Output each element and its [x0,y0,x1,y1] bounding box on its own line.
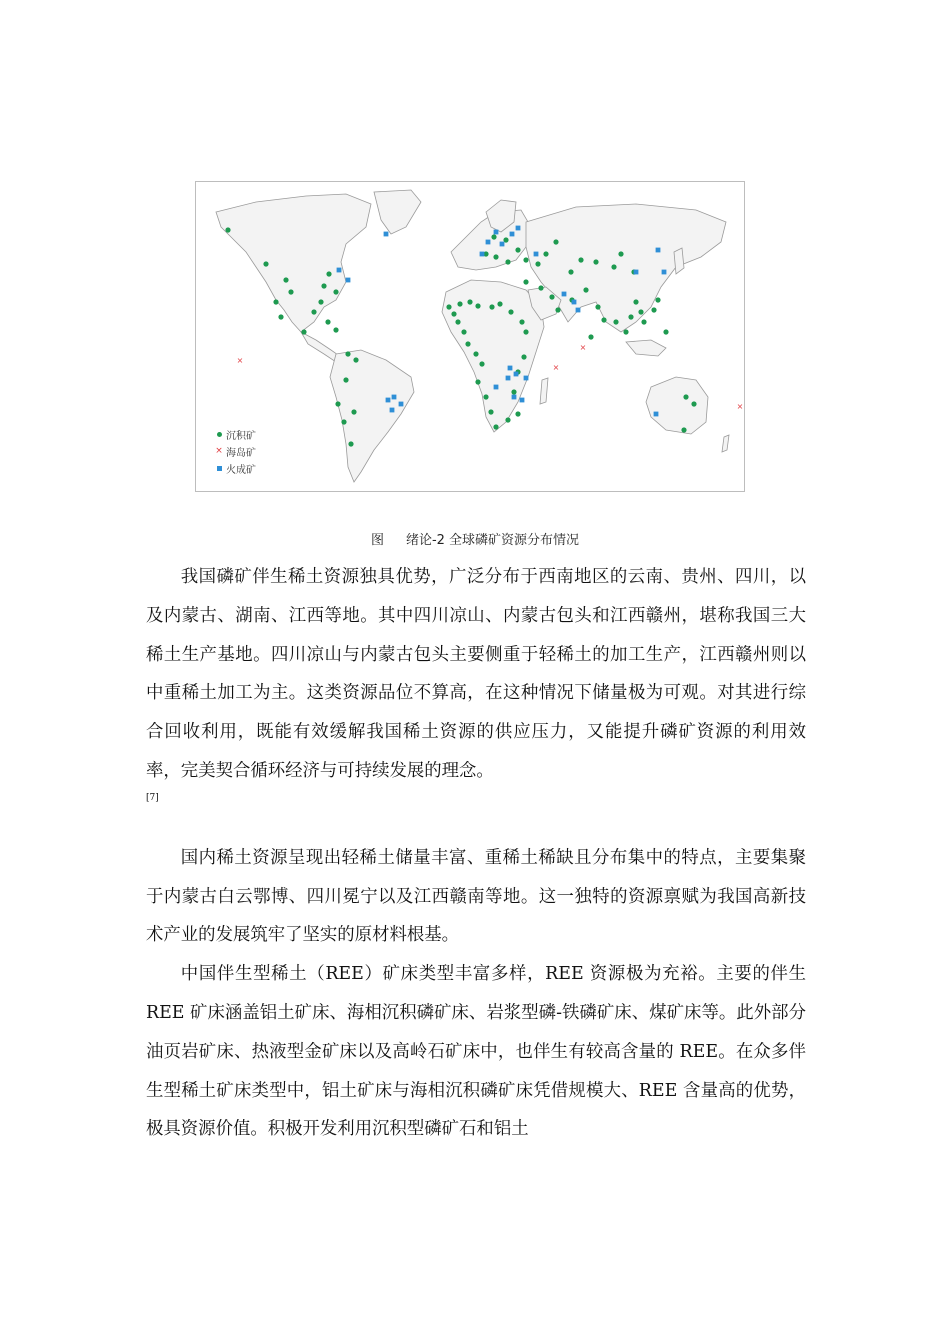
sedimentary-mine-marker [488,409,493,414]
sedimentary-mine-marker [348,441,353,446]
sedimentary-mine-marker [613,319,618,324]
sedimentary-mine-marker [311,309,316,314]
igneous-mine-marker [634,270,639,275]
paragraph-3: 中国伴生型稀土（REE）矿床类型丰富多样，REE 资源极为充裕。主要的伴生 REE 矿床涵盖铝土矿床、海相沉积磷矿床、岩浆型磷-铁磷矿床、煤矿床等。此外部分油页岩矿床、热液型金矿床以及高岭石矿床中，也伴生有较高含量的 REE。在众多伴生型稀土矿床类型中，铝土矿床与海相沉积磷矿床凭借规模大、REE 含量高的优势，极具资源价值。积极开发利用沉积型磷矿石和铝土 [146,964,806,1140]
sedimentary-mine-marker [505,259,510,264]
sedimentary-mine-marker [483,394,488,399]
sedimentary-mine-marker [455,319,460,324]
sedimentary-mine-marker [465,341,470,346]
igneous-mine-marker [572,300,577,305]
sedimentary-mine-marker [515,411,520,416]
igneous-marker-icon [217,466,222,471]
sedimentary-mine-marker [519,319,524,324]
legend-label-island: 海岛矿 [226,448,256,459]
world-phosphate-map-figure [195,181,745,492]
sedimentary-mine-marker [493,254,498,259]
igneous-mine-marker [480,252,485,257]
igneous-mine-marker [562,292,567,297]
sedimentary-mine-marker [446,304,451,309]
sedimentary-mine-marker [475,303,480,308]
sedimentary-mine-marker [651,307,656,312]
sedimentary-mine-marker [611,264,616,269]
sedimentary-mine-marker [523,329,528,334]
sedimentary-mine-marker [549,294,554,299]
sedimentary-mine-marker [318,299,323,304]
southeast-asia-islands [626,340,666,356]
sedimentary-mine-marker [321,283,326,288]
igneous-mine-marker [494,230,499,235]
sedimentary-mine-marker [515,247,520,252]
paragraph-1: 我国磷矿伴生稀土资源独具优势，广泛分布于西南地区的云南、贵州、四川，以及内蒙古、湖南、江西等地。其中四川凉山、内蒙古包头和江西赣州，堪称我国三大稀土生产基地。四川凉山与内蒙古包头主要侧重于轻稀土的加工生产，江西赣州则以中重稀土加工为主。这类资源品位不算高，在这种情况下储量极为可观。对其进行综合回收利用，既能有效缓解我国稀土资源的供应压力，又能提升磷矿资源的利用效率，完美契合循环经济与可持续发展的理念。 [146,567,806,781]
sedimentary-mine-marker [538,285,543,290]
madagascar-landmass [540,378,548,404]
sedimentary-mine-marker [638,309,643,314]
igneous-mine-marker [662,270,667,275]
island-mine-marker: × [736,402,744,411]
sedimentary-mine-marker [623,329,628,334]
island-mine-marker: × [236,356,244,365]
igneous-mine-marker [399,402,404,407]
igneous-mine-marker [486,240,491,245]
igneous-mine-marker [384,232,389,237]
sedimentary-mine-marker [273,299,278,304]
sedimentary-mine-marker [691,401,696,406]
igneous-mine-marker [508,366,513,371]
citation-ref: [7] [146,792,159,803]
sedimentary-mine-marker [473,351,478,356]
igneous-mine-marker [506,376,511,381]
sedimentary-mine-marker [335,401,340,406]
sedimentary-mine-marker [663,329,668,334]
sedimentary-mine-marker [683,394,688,399]
sedimentary-mine-marker [505,417,510,422]
igneous-mine-marker [390,408,395,413]
sedimentary-mine-marker [595,304,600,309]
sedimentary-mine-marker [479,361,484,366]
paragraph-2: 国内稀土资源呈现出轻稀土储量丰富、重稀土稀缺且分布集中的特点，主要集聚于内蒙古白云鄂博、四川冕宁以及江西赣南等地。这一独特的资源禀赋为我国高新技术产业的发展筑牢了坚实的原材料根基。 [146,847,806,946]
legend-label-sedimentary: 沉积矿 [226,431,256,442]
legend-label-igneous: 火成矿 [226,465,256,476]
igneous-mine-marker [346,278,351,283]
sedimentary-mine-marker [451,311,456,316]
australia-landmass [646,377,708,434]
sedimentary-mine-marker [345,351,350,356]
sedimentary-mine-marker [523,257,528,262]
igneous-mine-marker [534,252,539,257]
sedimentary-mine-marker [326,271,331,276]
igneous-mine-marker [512,395,517,400]
igneous-mine-marker [524,376,529,381]
sedimentary-mine-marker [588,334,593,339]
sedimentary-mine-marker [333,327,338,332]
sedimentary-mine-marker [618,251,623,256]
greenland-landmass [374,190,421,234]
island-mine-marker: × [552,363,560,372]
island-marker-icon: × [215,446,223,456]
sedimentary-mine-marker [461,329,466,334]
igneous-mine-marker [516,226,521,231]
sedimentary-mine-marker [543,251,548,256]
south-america-landmass [330,350,414,482]
igneous-mine-marker [654,412,659,417]
sedimentary-mine-marker [568,269,573,274]
sedimentary-mine-marker [333,289,338,294]
igneous-mine-marker [392,395,397,400]
sedimentary-mine-marker [225,227,230,232]
sedimentary-mine-marker [601,317,606,322]
sedimentary-mine-marker [633,299,638,304]
body-text [146,558,806,1149]
sedimentary-mine-marker [535,261,540,266]
sedimentary-marker-icon [217,432,222,437]
sedimentary-mine-marker [263,261,268,266]
igneous-mine-marker [386,398,391,403]
sedimentary-mine-marker [553,239,558,244]
sedimentary-mine-marker [593,259,598,264]
sedimentary-mine-marker [497,301,502,306]
map-legend [212,426,256,477]
sedimentary-mine-marker [288,289,293,294]
sedimentary-mine-marker [301,329,306,334]
sedimentary-mine-marker [655,297,660,302]
new-zealand-landmass [722,435,729,452]
sedimentary-mine-marker [578,257,583,262]
legend-item-sedimentary [212,426,256,443]
world-map [196,182,744,491]
caption-prefix: 图 [370,533,384,548]
sedimentary-mine-marker [343,377,348,382]
figure-caption [0,529,950,548]
sedimentary-mine-marker [353,357,358,362]
sedimentary-mine-marker [467,299,472,304]
sedimentary-mine-marker [457,301,462,306]
igneous-mine-marker [514,372,519,377]
igneous-mine-marker [337,268,342,273]
sedimentary-mine-marker [583,287,588,292]
sedimentary-mine-marker [475,379,480,384]
sedimentary-mine-marker [493,424,498,429]
igneous-mine-marker [510,232,515,237]
africa-landmass [442,280,544,432]
sedimentary-mine-marker [511,389,516,394]
legend-item-igneous [212,460,256,477]
japan-landmass [674,248,684,274]
sedimentary-mine-marker [628,314,633,319]
igneous-mine-marker [520,398,525,403]
north-america-landmass [216,194,371,332]
sedimentary-mine-marker [351,409,356,414]
island-mine-marker: × [579,343,587,352]
legend-item-island [212,443,256,460]
igneous-mine-marker [576,308,581,313]
sedimentary-mine-marker [283,277,288,282]
sedimentary-mine-marker [341,419,346,424]
sedimentary-mine-marker [508,309,513,314]
igneous-mine-marker [656,248,661,253]
caption-text: 绪论-2 全球磷矿资源分布情况 [405,533,580,548]
sedimentary-mine-marker [278,314,283,319]
sedimentary-mine-marker [523,279,528,284]
sedimentary-mine-marker [555,307,560,312]
sedimentary-mine-marker [491,234,496,239]
sedimentary-mine-marker [489,304,494,309]
sedimentary-mine-marker [325,319,330,324]
sedimentary-mine-marker [641,319,646,324]
igneous-mine-marker [494,385,499,390]
sedimentary-mine-marker [681,427,686,432]
igneous-mine-marker [500,242,505,247]
sedimentary-mine-marker [521,354,526,359]
